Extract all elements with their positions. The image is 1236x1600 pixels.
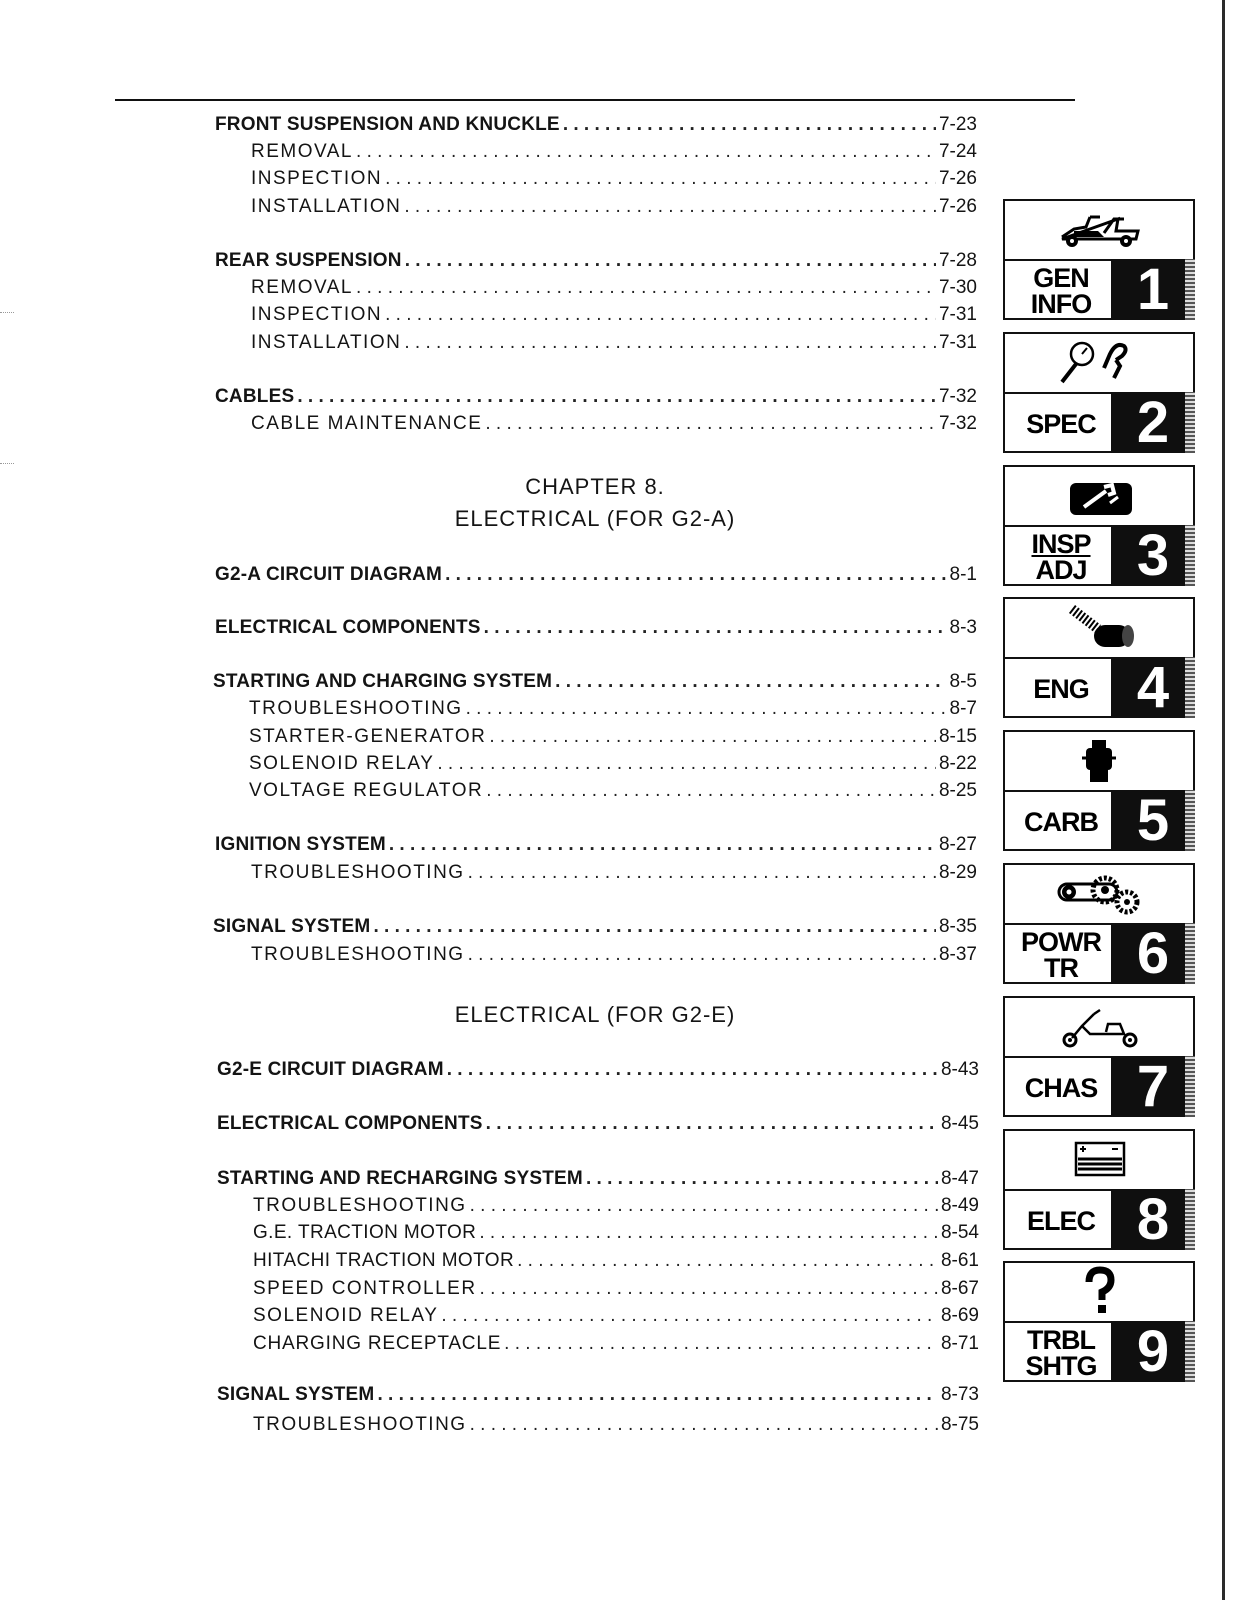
toc-entry-page: 8-7 [949,698,977,719]
toc-entry-page: 8-29 [938,862,977,883]
tab-label-line1: SPEC [1026,408,1096,439]
toc-entry-page: 8-69 [940,1305,979,1326]
tab-number: 7 [1111,1056,1195,1117]
engine-cylinder-icon [1005,599,1193,657]
toc-entry-title: FRONT SUSPENSION AND KNUCKLE [215,114,560,135]
dot-leader [356,277,936,299]
toc-entry-page: 7-26 [938,196,977,217]
toc-subentry[interactable] [253,1250,979,1272]
dot-leader [480,1278,938,1300]
tab-number: 4 [1111,657,1195,718]
tab-label-line1: CARB [1024,806,1098,837]
toc-entry-page: 7-32 [938,413,977,434]
toc-entry-title: ELECTRICAL COMPONENTS [215,617,481,638]
dot-leader [479,1222,938,1244]
toc-subentry[interactable] [253,1414,979,1436]
toc-entry-page: 7-30 [938,277,977,298]
chapter-tab-6[interactable] [1003,863,1195,984]
tab-number: 2 [1111,392,1195,453]
dot-leader [486,780,936,802]
toc-subentry[interactable] [251,304,977,326]
toc-entry-page: 8-61 [940,1250,979,1271]
toc-subentry[interactable] [253,1195,979,1217]
toc-subentry[interactable] [251,277,977,299]
toc-entry-title: REMOVAL [251,141,354,162]
toc-entry[interactable] [217,1059,979,1081]
dot-leader [486,1113,938,1135]
dot-leader [445,564,946,586]
toc-entry-page: 8-5 [949,671,977,692]
toc-entry[interactable] [215,564,977,586]
dot-leader [447,1059,938,1081]
toc-entry-title: SIGNAL SYSTEM [213,916,371,937]
carburetor-icon [1005,732,1193,790]
golf-cart-icon [1005,201,1193,259]
toc-entry-page: 7-31 [938,332,977,353]
dot-leader [470,1195,938,1217]
tab-label-line1: ENG [1033,673,1089,704]
toc-entry[interactable] [217,1168,979,1190]
toc-entry-page: 7-32 [938,386,977,407]
toc-entry-page: 8-25 [938,780,977,801]
toc-subentry[interactable] [253,1278,979,1300]
toc-entry-title: TROUBLESHOOTING [253,1414,467,1435]
toc-subentry[interactable] [251,168,977,190]
dot-leader [468,944,936,966]
page-edge-rule [1222,0,1225,1600]
dot-leader [504,1333,938,1355]
chapter-tab-9[interactable] [1003,1261,1195,1382]
tab-label-line1: CHAS [1024,1072,1098,1103]
dot-leader [485,413,936,435]
toc-entry-page: 8-49 [940,1195,979,1216]
tab-label-line1: GEN [1033,262,1089,293]
chapter-tab-2[interactable] [1003,332,1195,453]
dot-leader [468,862,936,884]
toc-subentry[interactable] [251,141,977,163]
toc-entry-title: TROUBLESHOOTING [253,1195,467,1216]
toc-entry-page: 7-23 [938,114,977,135]
toc-entry-title: CABLES [215,386,295,407]
toc-subentry[interactable] [251,332,977,354]
tab-number: 9 [1111,1321,1195,1382]
toc-entry-page: 8-1 [949,564,977,585]
wrench-hand-icon [1005,467,1193,525]
toc-entry-title: SPEED CONTROLLER [253,1278,477,1299]
tab-label-line1: TRBL [1027,1324,1095,1355]
gauge-caliper-icon [1005,334,1193,392]
toc-subentry[interactable] [253,1333,979,1355]
toc-entry[interactable] [213,916,977,938]
toc-entry[interactable] [213,671,977,693]
dot-leader [437,753,936,775]
chapter-tab-4[interactable] [1003,597,1195,718]
toc-entry-page: 8-37 [938,944,977,965]
battery-icon [1005,1131,1193,1189]
tab-label-line2: ADJ [1035,554,1087,585]
toc-entry-title: REMOVAL [251,277,354,298]
toc-subentry[interactable] [249,698,977,720]
toc-entry-page: 8-47 [940,1168,979,1189]
toc-entry-page: 7-24 [938,141,977,162]
toc-subentry[interactable] [249,726,977,748]
toc-entry-title: G2-A CIRCUIT DIAGRAM [215,564,443,585]
toc-entry-title: INSTALLATION [251,332,402,353]
toc-entry-page: 8-45 [940,1113,979,1134]
toc-entry[interactable] [217,1113,979,1135]
tab-number: 6 [1111,923,1195,984]
chapter-title-heading: ELECTRICAL (FOR G2-A) [454,506,736,531]
toc-entry-page: 7-31 [938,304,977,325]
toc-entry-title: HITACHI TRACTION MOTOR [253,1250,515,1271]
tab-label-line2: SHTG [1025,1350,1097,1381]
toc-entry-title: INSPECTION [251,168,383,189]
dot-leader [389,834,936,856]
toc-subentry[interactable] [251,862,977,884]
toc-entry[interactable] [215,834,977,856]
toc-entry-title: REAR SUSPENSION [215,250,402,271]
toc-entry[interactable] [215,617,977,639]
toc-entry-page: 8-54 [940,1222,979,1243]
dot-leader [404,196,936,218]
toc-subentry[interactable] [253,1305,979,1327]
dot-leader [441,1305,938,1327]
dot-leader [356,141,936,163]
toc-entry-title: SOLENOID RELAY [249,753,435,774]
tab-label-line2: TR [1044,952,1078,983]
toc-entry-page: 8-67 [940,1278,979,1299]
toc-subentry[interactable] [251,413,977,435]
chapter-tab-5[interactable] [1003,730,1195,851]
toc-entry-title: CHARGING RECEPTACLE [253,1333,502,1354]
dot-leader [586,1168,938,1190]
tab-label-line1: INSP [1031,528,1091,559]
toc-entry-title: ELECTRICAL COMPONENTS [217,1113,483,1134]
tab-number: 8 [1111,1189,1195,1250]
toc-entry-title: IGNITION SYSTEM [215,834,386,855]
toc-entry-page: 8-73 [940,1384,979,1405]
toc-subentry[interactable] [251,196,977,218]
toc-entry-title: G2-E CIRCUIT DIAGRAM [217,1059,444,1080]
chapter-tab-8[interactable] [1003,1129,1195,1250]
toc-entry-title: TROUBLESHOOTING [251,944,465,965]
chapter-tab-3[interactable] [1003,465,1195,586]
tab-label-line1: POWR [1021,926,1101,957]
toc-entry-page: 8-43 [940,1059,979,1080]
dot-leader [377,1384,938,1406]
toc-entry[interactable] [215,250,977,272]
dot-leader [555,671,946,693]
dot-leader [405,250,936,272]
toc-entry-title: INSPECTION [251,304,383,325]
dot-leader [517,1250,938,1272]
dot-leader [373,916,936,938]
tab-number: 5 [1111,790,1195,851]
toc-entry[interactable] [215,386,977,408]
toc-subentry[interactable] [253,1222,979,1244]
toc-entry-title: STARTER-GENERATOR [249,726,487,747]
toc-entry-title: TROUBLESHOOTING [251,862,465,883]
toc-entry-page: 8-15 [938,726,977,747]
dot-leader [563,114,936,136]
toc-entry-title: VOLTAGE REGULATOR [249,780,484,801]
tab-label-line2: INFO [1030,288,1092,319]
section-heading: ELECTRICAL (FOR G2-E) [454,1002,736,1027]
toc-entry-page: 8-35 [938,916,977,937]
tab-label-line1: ELEC [1026,1205,1095,1236]
dot-leader [466,698,947,720]
toc-entry-page: 8-75 [940,1414,979,1435]
tab-number: 3 [1111,525,1195,586]
toc-entry-page: 8-71 [940,1333,979,1354]
toc-entry-title: SIGNAL SYSTEM [217,1384,375,1405]
toc-entry-title: CABLE MAINTENANCE [251,413,483,434]
toc-entry-title: G.E. TRACTION MOTOR [253,1222,477,1243]
dot-leader [489,726,936,748]
dot-leader [470,1414,938,1436]
toc-entry-title: INSTALLATION [251,196,402,217]
toc-entry-title: SOLENOID RELAY [253,1305,439,1326]
toc-entry-page: 8-3 [949,617,977,638]
toc-entry-page: 8-27 [938,834,977,855]
dot-leader [297,386,936,408]
dot-leader [385,168,936,190]
toc-subentry[interactable] [251,944,977,966]
dot-leader [385,304,936,326]
chassis-frame-icon [1005,998,1193,1056]
toc-subentry[interactable] [249,780,977,802]
toc-entry[interactable] [217,1384,979,1406]
dot-leader [484,617,947,639]
gears-chain-icon [1005,865,1193,923]
toc-subentry[interactable] [249,753,977,775]
tab-number: 1 [1111,259,1195,320]
toc-entry-page: 8-22 [938,753,977,774]
toc-entry-title: TROUBLESHOOTING [249,698,463,719]
toc-entry-page: 7-28 [938,250,977,271]
chapter-tab-7[interactable] [1003,996,1195,1117]
dot-leader [404,332,936,354]
toc-entry-title: STARTING AND CHARGING SYSTEM [213,671,553,692]
chapter-tab-1[interactable] [1003,199,1195,320]
chapter-number-heading: CHAPTER 8. [525,474,665,499]
toc-entry[interactable] [215,114,977,136]
toc-entry-page: 7-26 [938,168,977,189]
question-mark-icon [1005,1263,1193,1321]
toc-entry-title: STARTING AND RECHARGING SYSTEM [217,1168,583,1189]
